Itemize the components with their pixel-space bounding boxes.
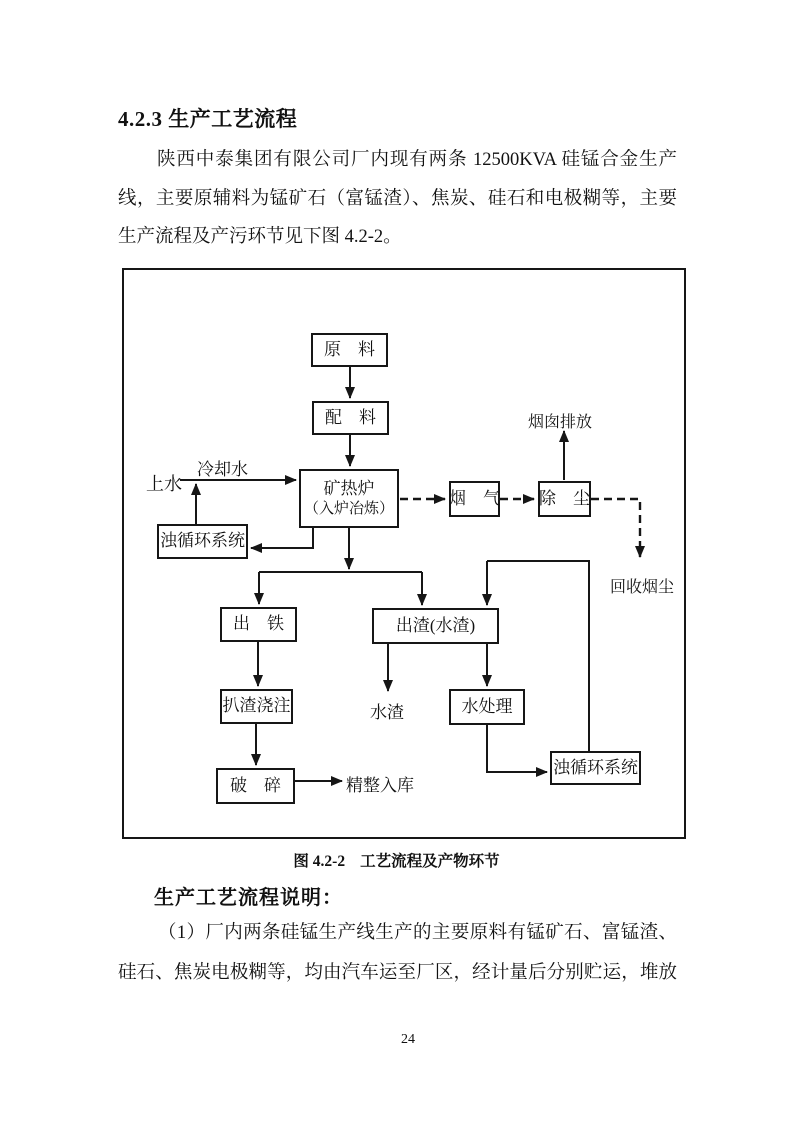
- label-supply-water: 上水: [146, 474, 182, 494]
- node-water-treatment: 水处理: [449, 689, 525, 725]
- node-furnace-title: 矿热炉: [323, 479, 375, 499]
- node-furnace: [299, 469, 399, 528]
- figure-caption-title: 工艺流程及产物环节: [360, 853, 500, 870]
- node-furnace-subtitle: （入炉冶炼）: [303, 500, 394, 517]
- node-slag-skim-casting: 扒渣浇注: [220, 689, 293, 724]
- node-raw-material: 原 料: [311, 333, 388, 367]
- label-recovered-dust: 回收烟尘: [610, 579, 675, 596]
- figure-caption: [0, 849, 793, 871]
- label-stack-emission: 烟囱排放: [528, 414, 593, 431]
- label-finishing-storage: 精整入库: [346, 776, 414, 795]
- intro-paragraph: [118, 141, 677, 257]
- body-line: 硅石、焦炭电极糊等，均由汽车运至厂区，经计量后分别贮运，堆放: [118, 963, 677, 983]
- node-turbid-cycle-left: 浊循环系统: [157, 524, 248, 559]
- node-tapping: 出 铁: [220, 607, 297, 642]
- body-line: （1）厂内两条硅锰生产线生产的主要原料有锰矿石、富锰渣、: [158, 923, 677, 943]
- page-number: 24: [401, 1032, 415, 1047]
- node-crushing: 破 碎: [216, 768, 295, 804]
- intro-line: 生产流程及产污环节见下图 4.2-2。: [118, 227, 402, 247]
- body-paragraph: [118, 913, 677, 993]
- node-slag-tapping: 出渣(水渣): [372, 608, 499, 644]
- node-flue-gas: 烟 气: [449, 481, 500, 517]
- process-description-subheading: 生产工艺流程说明：: [154, 887, 343, 909]
- figure-frame: [122, 268, 686, 839]
- section-heading: 4.2.3 生产工艺流程: [118, 107, 298, 131]
- node-turbid-cycle-right: 浊循环系统: [550, 751, 641, 785]
- node-batching: 配 料: [312, 401, 389, 435]
- intro-line: 陕西中泰集团有限公司厂内现有两条 12500KVA 硅锰合金生产: [157, 150, 677, 170]
- label-water-slag: 水渣: [370, 703, 404, 722]
- intro-line: 线，主要原辅料为锰矿石（富锰渣）、焦炭、硅石和电极糊等，主要: [118, 188, 677, 209]
- node-dust-removal: 除 尘: [538, 481, 591, 517]
- label-cooling-water: 冷却水: [197, 460, 248, 479]
- figure-caption-label: 图 4.2-2: [293, 853, 346, 870]
